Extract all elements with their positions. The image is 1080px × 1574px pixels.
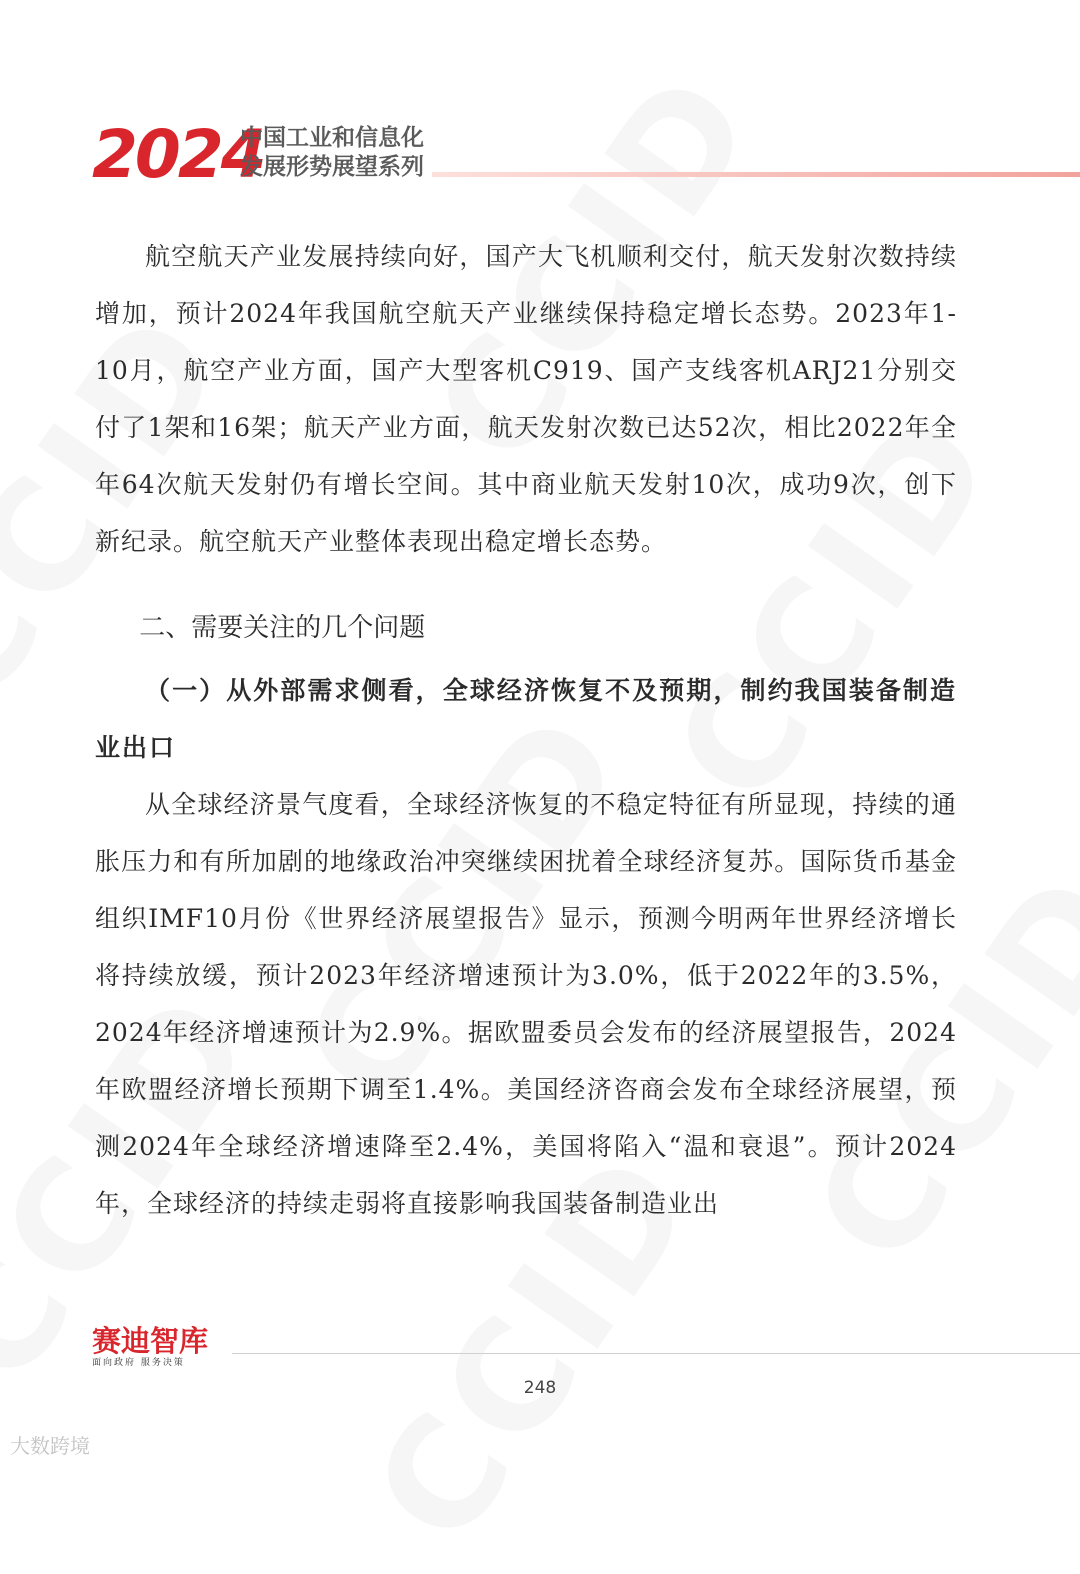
subsection-heading: （一）从外部需求侧看，全球经济恢复不及预期，制约我国装备制造业出口 xyxy=(95,676,957,762)
series-title-line1: 中国工业和信息化 xyxy=(240,125,424,151)
header-divider xyxy=(432,172,1080,177)
page-number: 248 xyxy=(523,1378,557,1398)
corner-watermark: 大数跨境 xyxy=(10,1434,90,1458)
footer-divider xyxy=(232,1353,1080,1354)
document-body xyxy=(95,228,957,1232)
paragraph-aerospace: 航空航天产业发展持续向好，国产大飞机顺利交付，航天发射次数持续增加，预计2024年我国航空航天产业继续保持稳定增长态势。2023年1-10月，航空产业方面，国产大型客机C919、国产支线客机ARJ21分别交付了1架和16架；航天产业方面，航天发射次数已达52次，相比2022年全年64次航天发射仍有增长空间。其中商业航天发射10次，成功9次，创下新纪录。航空航天产业整体表现出稳定增长态势。 xyxy=(95,242,957,556)
logo-year: 2024 xyxy=(92,116,264,193)
brand-logo: 赛迪智库 xyxy=(92,1324,209,1358)
brand-slogan: 面向政府 服务决策 xyxy=(92,1358,185,1368)
series-title-line2: 发展形势展望系列 xyxy=(240,154,424,180)
page-header xyxy=(92,116,1080,193)
paragraph-global-economy: 从全球经济景气度看，全球经济恢复的不稳定特征有所显现，持续的通胀压力和有所加剧的地缘政治冲突继续困扰着全球经济复苏。国际货币基金组织IMF10月份《世界经济展望报告》显示，预测今明两年世界经济增长将持续放缓，预计2023年经济增速预计为3.0%，低于2022年的3.5%，2024年经济增速预计为2.9%。据欧盟委员会发布的经济展望报告，2024年欧盟经济增长预期下调至1.4%。美国经济咨商会发布全球经济展望，预测2024年全球经济增速降至2.4%，美国将陷入“温和衰退”。预计2024年，全球经济的持续走弱将直接影响我国装备制造业出 xyxy=(95,790,957,1218)
section-heading: 二、需要关注的几个问题 xyxy=(139,613,426,643)
page-footer xyxy=(92,1325,1080,1369)
series-title xyxy=(240,124,424,182)
